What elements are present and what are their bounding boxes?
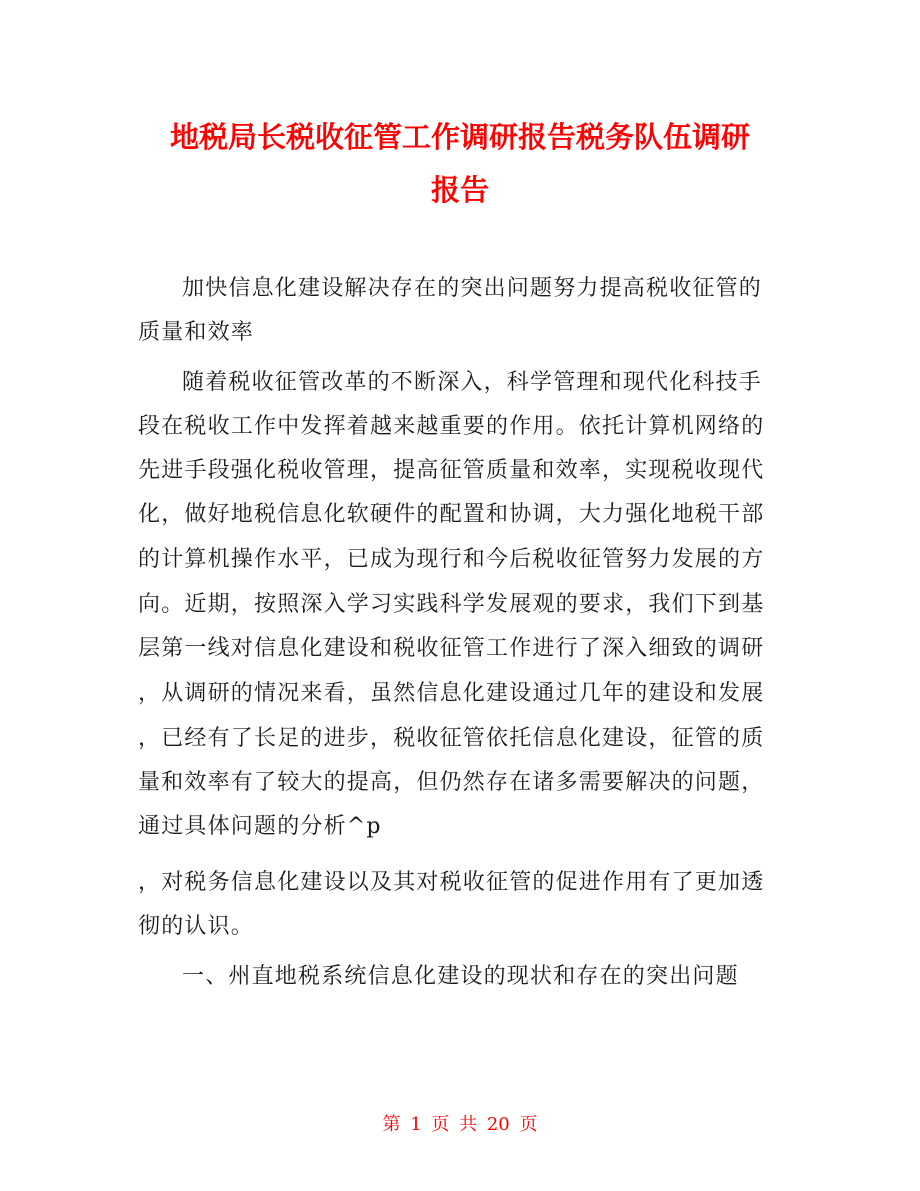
document-title-line-2: 报告	[430, 173, 489, 207]
paragraph-heading-line: 加快信息化建设解决存在的突出问题努力提高税收征管的	[182, 276, 763, 301]
body-text-line: 通过具体问题的分析^p	[138, 814, 382, 839]
body-text-line: 向。近期，按照深入学习实践科学发展观的要求，我们下到基	[138, 592, 765, 617]
body-text-line: 彻的认识。	[138, 914, 255, 939]
page-footer: 第 1 页 共 20 页	[382, 1114, 538, 1135]
document-title-line-1: 地税局长税收征管工作调研报告税务队伍调研	[169, 120, 750, 154]
body-text-line: 层第一线对信息化建设和税收征管工作进行了深入细致的调研	[138, 636, 765, 661]
body-text-line: 段在税收工作中发挥着越来越重要的作用。依托计算机网络的	[138, 414, 765, 439]
body-text-line: 先进手段强化税收管理，提高征管质量和效率，实现税收现代	[138, 458, 765, 483]
section-heading: 一、州直地税系统信息化建设的现状和存在的突出问题	[182, 964, 739, 989]
body-text-line: ，对税务信息化建设以及其对税收征管的促进作用有了更加透	[138, 870, 765, 895]
body-text-line: ，从调研的情况来看，虽然信息化建设通过几年的建设和发展	[138, 681, 765, 706]
body-text-line: 量和效率有了较大的提高，但仍然存在诸多需要解决的问题，	[138, 770, 765, 795]
body-text-line: 的计算机操作水平，已成为现行和今后税收征管努力发展的方	[138, 547, 765, 572]
paragraph-heading-line: 质量和效率	[138, 320, 255, 345]
body-text-line: 随着税收征管改革的不断深入，科学管理和现代化科技手	[182, 370, 763, 395]
body-text-line: 化，做好地税信息化软硬件的配置和协调，大力强化地税干部	[138, 502, 765, 527]
body-text-line: ，已经有了长足的进步，税收征管依托信息化建设，征管的质	[138, 726, 765, 751]
